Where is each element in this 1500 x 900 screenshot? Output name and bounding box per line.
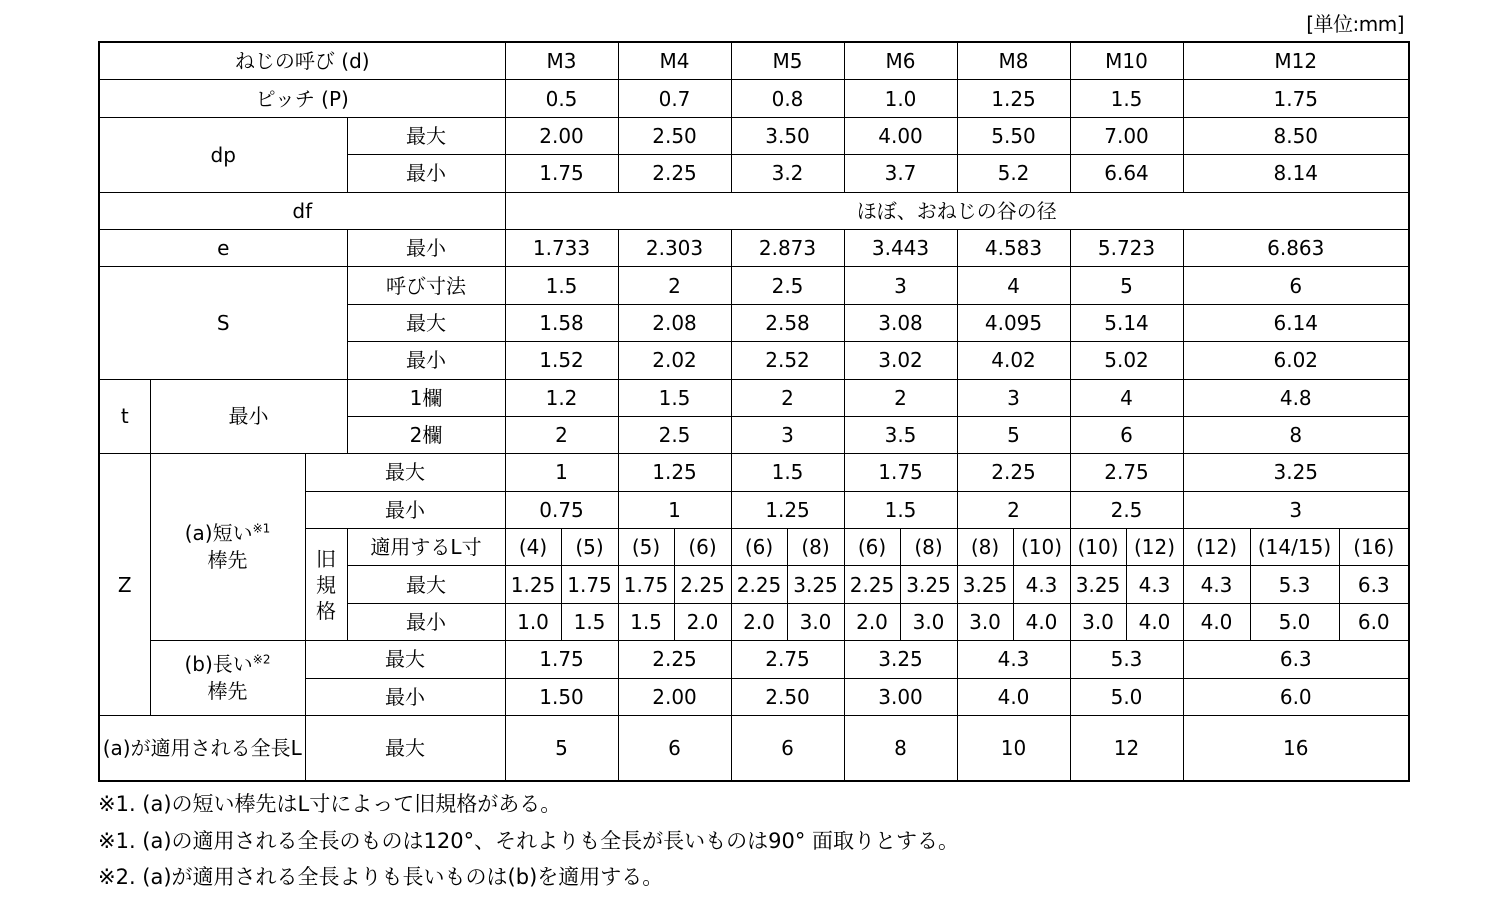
size-header: M6: [844, 42, 957, 80]
old-min-value: 3.0: [787, 603, 844, 640]
old-min-value: 4.0: [1183, 603, 1250, 640]
s-min-value: 3.02: [844, 342, 957, 379]
point-label: 棒先: [207, 548, 248, 573]
max-label: 最大: [305, 454, 505, 491]
old-min-value: 3.0: [957, 603, 1013, 640]
old-max-value: 2.25: [674, 566, 731, 603]
old-L-value: (5): [561, 529, 618, 566]
s-min-value: 5.02: [1070, 342, 1183, 379]
e-row: [99, 229, 1409, 266]
dp-max-row: [99, 117, 1409, 154]
dp-min-value: 2.25: [618, 155, 731, 192]
old-L-value: (8): [900, 529, 957, 566]
za-min-value: 0.75: [505, 491, 618, 528]
total-length-label: (a)が適用される全長L: [99, 716, 305, 782]
za-min-value: 1.25: [731, 491, 844, 528]
min-label: 最小: [305, 491, 505, 528]
e-label: e: [99, 229, 347, 266]
df-value: ほぼ、おねじの谷の径: [505, 192, 1409, 229]
old-max-value: 6.3: [1339, 566, 1409, 603]
old-max-value: 1.75: [561, 566, 618, 603]
old-L-value: (4): [505, 529, 561, 566]
old-L-value: (6): [844, 529, 900, 566]
total-L-value: 16: [1183, 716, 1409, 782]
za-min-value: 2: [957, 491, 1070, 528]
dp-min-value: 5.2: [957, 155, 1070, 192]
dp-max-value: 8.50: [1183, 117, 1409, 154]
old-max-value: 2.25: [731, 566, 787, 603]
old-max-value: 1.75: [618, 566, 674, 603]
old-min-value: 5.0: [1250, 603, 1339, 640]
dp-max-value: 4.00: [844, 117, 957, 154]
zb-max-value: 6.3: [1183, 641, 1409, 678]
s-nominal-value: 3: [844, 267, 957, 304]
df-row: [99, 192, 1409, 229]
old-min-value: 1.5: [561, 603, 618, 640]
old-max-value: 5.3: [1250, 566, 1339, 603]
old-min-value: 1.0: [505, 603, 561, 640]
old-max-value: 2.25: [844, 566, 900, 603]
applicable-L-label: 適用するL寸: [347, 529, 505, 566]
za-min-value: 3: [1183, 491, 1409, 528]
t-col1-value: 2: [844, 379, 957, 416]
s-nominal-value: 2.5: [731, 267, 844, 304]
za-min-value: 1: [618, 491, 731, 528]
size-header: M5: [731, 42, 844, 80]
pitch-label: ピッチ (P): [99, 80, 505, 117]
za-max-value: 2.25: [957, 454, 1070, 491]
zb-max-value: 2.75: [731, 641, 844, 678]
old-max-value: 3.25: [900, 566, 957, 603]
max-label: 最大: [347, 304, 505, 341]
max-label: 最大: [305, 641, 505, 678]
spec-table: [98, 41, 1410, 782]
dp-min-value: 3.7: [844, 155, 957, 192]
t-col1-value: 1.2: [505, 379, 618, 416]
size-header: M10: [1070, 42, 1183, 80]
total-L-value: 10: [957, 716, 1070, 782]
old-min-value: 2.0: [674, 603, 731, 640]
s-nominal-value: 5: [1070, 267, 1183, 304]
old-L-value: (12): [1126, 529, 1183, 566]
old-min-value: 3.0: [1070, 603, 1126, 640]
zb-max-value: 5.3: [1070, 641, 1183, 678]
footnote: ※1. (a)の適用される全長のものは120°、それよりも全長が長いものは90° 面取りとする。: [98, 828, 960, 853]
old-L-value: (12): [1183, 529, 1250, 566]
footnotes: [98, 786, 959, 896]
total-L-row: [99, 716, 1409, 782]
s-min-value: 2.02: [618, 342, 731, 379]
old-L-value: (10): [1070, 529, 1126, 566]
old-max-value: 4.3: [1013, 566, 1070, 603]
footnote: ※1. (a)の短い棒先はL寸によって旧規格がある。: [98, 792, 562, 816]
t-col2-value: 5: [957, 416, 1070, 453]
za-max-value: 1.5: [731, 454, 844, 491]
t-col1-value: 4.8: [1183, 379, 1409, 416]
pitch-value: 0.8: [731, 80, 844, 117]
s-nominal-row: [99, 267, 1409, 304]
s-max-value: 6.14: [1183, 304, 1409, 341]
zb-min-value: 4.0: [957, 678, 1070, 715]
size-header: M4: [618, 42, 731, 80]
dp-label: dp: [99, 117, 347, 192]
t-col1-value: 2: [731, 379, 844, 416]
total-L-value: 6: [618, 716, 731, 782]
old-L-value: (6): [731, 529, 787, 566]
e-min-value: 2.303: [618, 229, 731, 266]
zb-max-value: 3.25: [844, 641, 957, 678]
old-min-value: 4.0: [1013, 603, 1070, 640]
old-max-value: 3.25: [787, 566, 844, 603]
zb-min-value: 2.00: [618, 678, 731, 715]
s-min-value: 4.02: [957, 342, 1070, 379]
z-long-point-label: [150, 641, 305, 716]
total-L-value: 12: [1070, 716, 1183, 782]
za-max-value: 3.25: [1183, 454, 1409, 491]
zb-min-value: 5.0: [1070, 678, 1183, 715]
old-L-value: (6): [674, 529, 731, 566]
s-max-value: 5.14: [1070, 304, 1183, 341]
t-label: t: [99, 379, 150, 454]
t-col2-value: 2.5: [618, 416, 731, 453]
old-L-value: (5): [618, 529, 674, 566]
dp-min-value: 8.14: [1183, 155, 1409, 192]
e-min-value: 6.863: [1183, 229, 1409, 266]
s-max-value: 4.095: [957, 304, 1070, 341]
old-max-value: 1.25: [505, 566, 561, 603]
total-L-value: 5: [505, 716, 618, 782]
dp-max-value: 3.50: [731, 117, 844, 154]
s-min-value: 2.52: [731, 342, 844, 379]
s-min-value: 6.02: [1183, 342, 1409, 379]
zb-max-value: 2.25: [618, 641, 731, 678]
s-max-value: 1.58: [505, 304, 618, 341]
s-nominal-value: 1.5: [505, 267, 618, 304]
t-col2-value: 3.5: [844, 416, 957, 453]
s-nominal-value: 2: [618, 267, 731, 304]
old-min-value: 3.0: [900, 603, 957, 640]
pitch-value: 1.5: [1070, 80, 1183, 117]
unit-label: [単位:mm]: [1306, 12, 1404, 36]
old-max-value: 4.3: [1183, 566, 1250, 603]
old-min-value: 1.5: [618, 603, 674, 640]
min-label: 最小: [347, 229, 505, 266]
header-row: [99, 42, 1409, 80]
old-standard-label: [305, 529, 347, 641]
zb-max-value: 4.3: [957, 641, 1070, 678]
old-L-value: (10): [1013, 529, 1070, 566]
dp-max-value: 5.50: [957, 117, 1070, 154]
t-col1-value: 4: [1070, 379, 1183, 416]
total-L-value: 8: [844, 716, 957, 782]
nominal-label: 呼び寸法: [347, 267, 505, 304]
size-header: M8: [957, 42, 1070, 80]
t-col2-value: 8: [1183, 416, 1409, 453]
e-min-value: 1.733: [505, 229, 618, 266]
footnote: ※2. (a)が適用される全長よりも長いものは(b)を適用する。: [98, 865, 664, 889]
s-max-value: 2.58: [731, 304, 844, 341]
s-label: S: [99, 267, 347, 379]
s-min-value: 1.52: [505, 342, 618, 379]
t-col1-value: 1.5: [618, 379, 731, 416]
za-min-value: 2.5: [1070, 491, 1183, 528]
t-col2-value: 2: [505, 416, 618, 453]
dp-max-value: 2.00: [505, 117, 618, 154]
old-min-value: 4.0: [1126, 603, 1183, 640]
t-col1-row: [99, 379, 1409, 416]
old-L-value: (16): [1339, 529, 1409, 566]
s-nominal-value: 6: [1183, 267, 1409, 304]
max-label: 最大: [347, 117, 505, 154]
size-header: M3: [505, 42, 618, 80]
e-min-value: 2.873: [731, 229, 844, 266]
old-L-value: (8): [787, 529, 844, 566]
note-mark: ※1: [252, 521, 271, 536]
old-max-value: 3.25: [1070, 566, 1126, 603]
thread-label: ねじの呼び (d): [99, 42, 505, 80]
note-mark: ※2: [252, 652, 271, 667]
zb-min-value: 3.00: [844, 678, 957, 715]
t-col2-value: 6: [1070, 416, 1183, 453]
col2-label: 2欄: [347, 416, 505, 453]
e-min-value: 3.443: [844, 229, 957, 266]
old-standard-char: 旧: [316, 546, 336, 571]
z-short-point-label: [150, 454, 305, 641]
dp-min-value: 1.75: [505, 155, 618, 192]
pitch-value: 1.0: [844, 80, 957, 117]
za-max-value: 1.25: [618, 454, 731, 491]
dp-max-value: 7.00: [1070, 117, 1183, 154]
df-label: df: [99, 192, 505, 229]
dp-min-value: 6.64: [1070, 155, 1183, 192]
e-min-value: 4.583: [957, 229, 1070, 266]
old-max-value: 4.3: [1126, 566, 1183, 603]
za-max-row: [99, 454, 1409, 491]
min-label: 最小: [347, 603, 505, 640]
t-col1-value: 3: [957, 379, 1070, 416]
col1-label: 1欄: [347, 379, 505, 416]
pitch-value: 1.25: [957, 80, 1070, 117]
zb-min-value: 2.50: [731, 678, 844, 715]
dp-max-value: 2.50: [618, 117, 731, 154]
old-standard-char: 規: [316, 572, 336, 597]
old-max-value: 3.25: [957, 566, 1013, 603]
dp-min-value: 3.2: [731, 155, 844, 192]
min-label: 最小: [305, 678, 505, 715]
t-col2-value: 3: [731, 416, 844, 453]
za-max-value: 2.75: [1070, 454, 1183, 491]
old-min-value: 2.0: [844, 603, 900, 640]
total-L-value: 6: [731, 716, 844, 782]
pitch-value: 1.75: [1183, 80, 1409, 117]
pitch-value: 0.5: [505, 80, 618, 117]
max-label: 最大: [347, 566, 505, 603]
min-label: 最小: [347, 342, 505, 379]
old-standard-char: 格: [316, 598, 336, 623]
min-label: 最小: [150, 379, 347, 454]
old-L-value: (8): [957, 529, 1013, 566]
zb-max-value: 1.75: [505, 641, 618, 678]
z-type-label: (b)長い: [184, 652, 253, 677]
z-type-label: (a)短い: [184, 521, 253, 546]
zb-min-value: 6.0: [1183, 678, 1409, 715]
z-label: Z: [99, 454, 150, 716]
zb-max-row: [99, 641, 1409, 678]
min-label: 最小: [347, 155, 505, 192]
e-min-value: 5.723: [1070, 229, 1183, 266]
max-label: 最大: [305, 716, 505, 782]
s-max-value: 2.08: [618, 304, 731, 341]
pitch-value: 0.7: [618, 80, 731, 117]
size-header: M12: [1183, 42, 1409, 80]
s-nominal-value: 4: [957, 267, 1070, 304]
point-label: 棒先: [207, 679, 248, 704]
old-L-value: (14/15): [1250, 529, 1339, 566]
s-max-value: 3.08: [844, 304, 957, 341]
zb-min-value: 1.50: [505, 678, 618, 715]
za-max-value: 1: [505, 454, 618, 491]
old-min-value: 2.0: [731, 603, 787, 640]
pitch-row: [99, 80, 1409, 117]
za-max-value: 1.75: [844, 454, 957, 491]
old-min-value: 6.0: [1339, 603, 1409, 640]
za-min-value: 1.5: [844, 491, 957, 528]
